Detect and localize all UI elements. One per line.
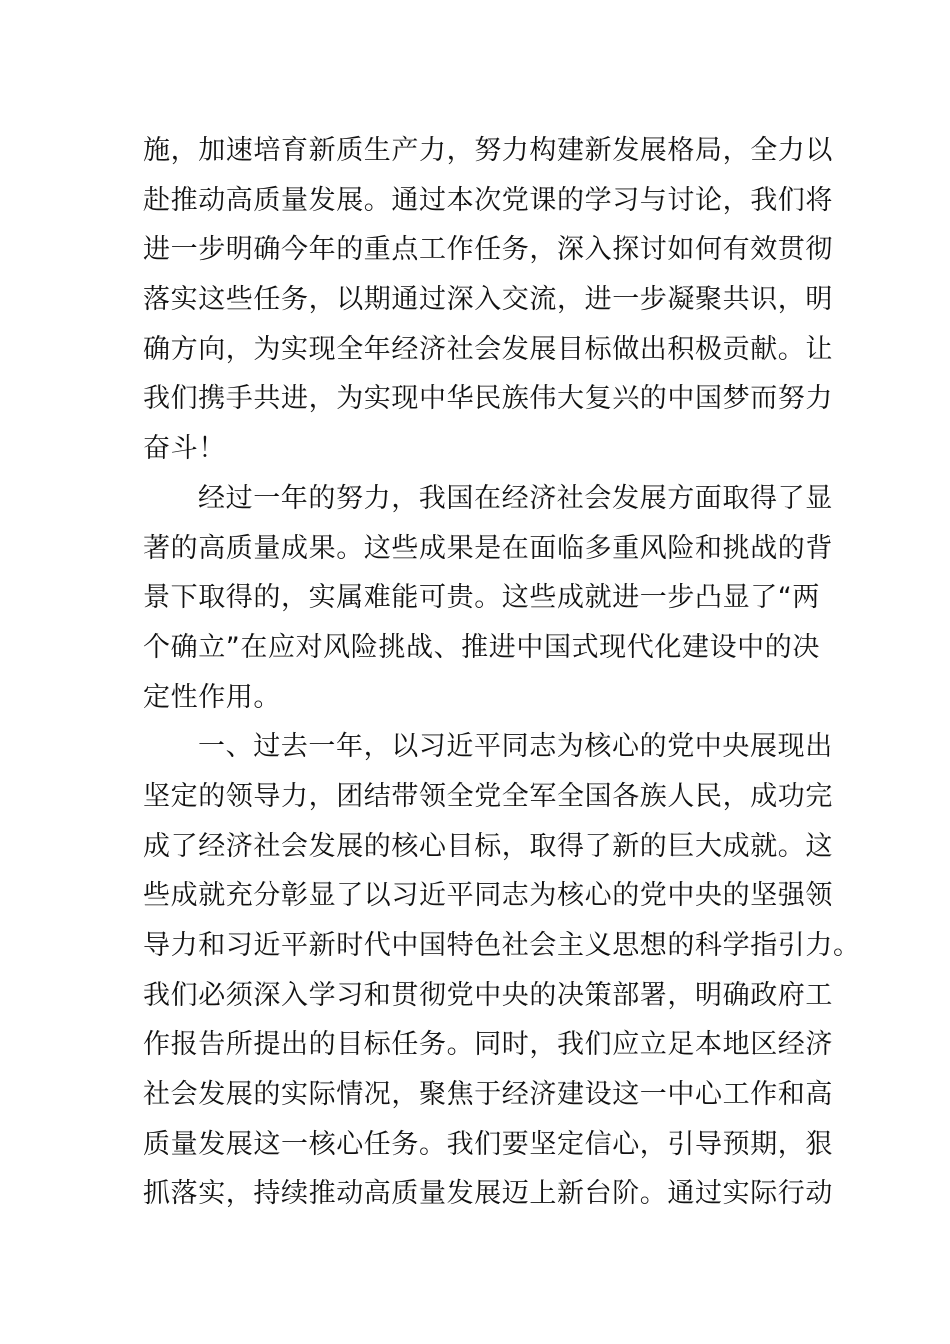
paragraph-3: [143, 722, 861, 1219]
text-line-first-indented: 经过一年的努力，我国在经济社会发展方面取得了显: [198, 482, 833, 514]
text-line: 景下取得的，实属难能可贵。这些成就进一步凸显了“两: [143, 582, 820, 614]
text-line: 进一步明确今年的重点工作任务，深入探讨如何有效贯彻: [143, 234, 833, 266]
text-line: 质量发展这一核心任务。我们要坚定信心，引导预期，狠: [143, 1128, 833, 1160]
text-line: 著的高质量成果。这些成果是在面临多重风险和挑战的背: [143, 532, 833, 564]
paragraph-2: [143, 474, 833, 722]
text-line: 奋斗！: [143, 433, 226, 465]
text-line: 赴推动高质量发展。通过本次党课的学习与讨论，我们将: [143, 184, 833, 216]
text-line: 我们必须深入学习和贯彻党中央的决策部署，明确政府工: [143, 979, 833, 1011]
text-line: 导力和习近平新时代中国特色社会主义思想的科学指引力。: [143, 930, 861, 961]
text-line: 社会发展的实际情况，聚焦于经济建设这一中心工作和高: [143, 1079, 833, 1111]
text-line: 个确立”在应对风险挑战、推进中国式现代化建设中的决: [143, 631, 820, 663]
text-line: 些成就充分彰显了以习近平同志为核心的党中央的坚强领: [143, 880, 833, 912]
text-line: 成了经济社会发展的核心目标，取得了新的巨大成就。这: [143, 830, 833, 862]
document-body: [143, 126, 861, 1219]
text-line-first-indented: 一、过去一年，以习近平同志为核心的党中央展现出: [198, 731, 833, 763]
text-line: 确方向，为实现全年经济社会发展目标做出积极贡献。让: [143, 333, 833, 365]
text-line: 坚定的领导力，团结带领全党全军全国各族人民，成功完: [143, 780, 833, 812]
paragraph-1: [143, 126, 833, 474]
text-line: 施，加速培育新质生产力，努力构建新发展格局，全力以: [143, 135, 833, 166]
text-line: 作报告所提出的目标任务。同时，我们应立足本地区经济: [143, 1029, 833, 1061]
text-line: 抓落实，持续推动高质量发展迈上新台阶。通过实际行动: [143, 1178, 833, 1210]
text-line: 定性作用。: [143, 681, 281, 713]
text-line: 落实这些任务，以期通过深入交流，进一步凝聚共识，明: [143, 284, 833, 316]
text-line: 我们携手共进，为实现中华民族伟大复兴的中国梦而努力: [143, 383, 833, 415]
